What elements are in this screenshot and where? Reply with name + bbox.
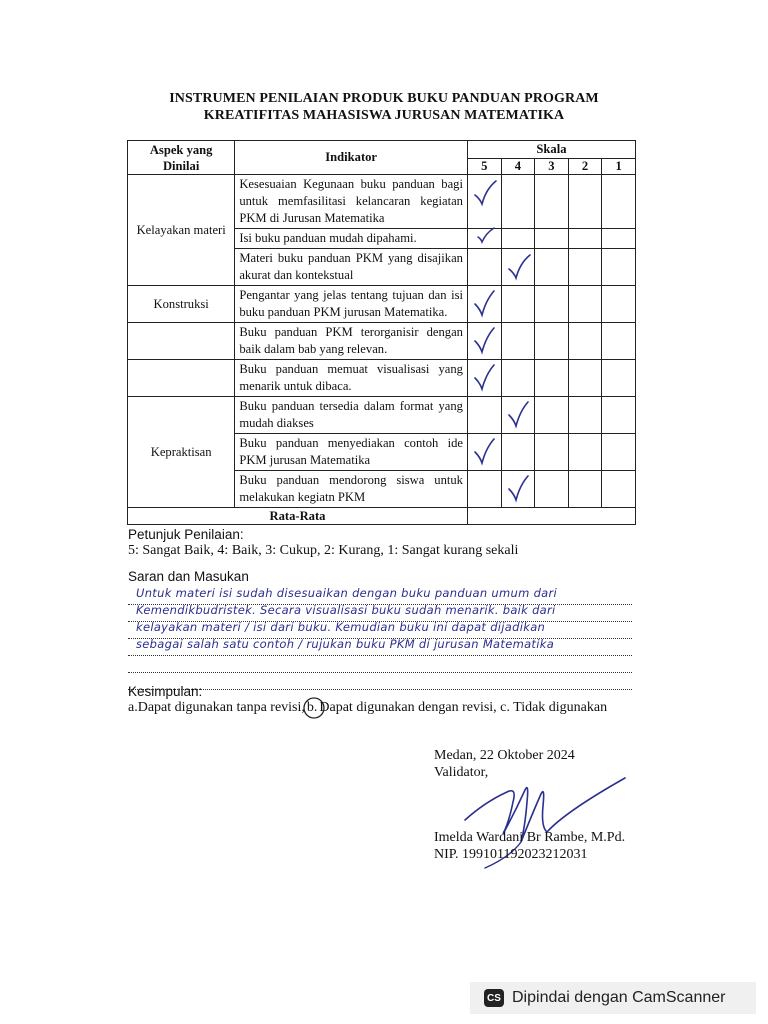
score-cell xyxy=(467,434,501,471)
scale-2: 2 xyxy=(568,159,602,175)
checkmark-icon xyxy=(472,225,498,245)
indicator-row-7: Buku panduan tersedia dalam format yang mudah diakses xyxy=(235,397,468,434)
indicator-row-9: Buku panduan mendorong siswa untuk melakukan kegiatn PKM xyxy=(235,471,468,508)
indicator-row-3: Materi buku panduan PKM yang disajikan akurat dan kontekstual xyxy=(235,249,468,286)
validator-role: Validator, xyxy=(434,765,489,780)
scale-1: 1 xyxy=(602,159,636,175)
validator-nip: NIP. 199101192023212031 xyxy=(434,847,588,862)
score-cell xyxy=(467,229,501,249)
aspect-konstruksi: Konstruksi xyxy=(128,286,235,323)
kesimpulan-options xyxy=(128,700,607,716)
document-title-line-1: INSTRUMEN PENILAIAN PRODUK BUKU PANDUAN PROGRAM xyxy=(169,91,599,106)
option-a: a.Dapat digunakan tanpa revisi, xyxy=(128,700,305,715)
scale-3: 3 xyxy=(535,159,569,175)
camscanner-watermark xyxy=(470,982,756,1014)
checkmark-icon xyxy=(472,362,498,392)
score-cell xyxy=(501,471,535,508)
score-cell xyxy=(501,249,535,286)
checkmark-icon xyxy=(472,288,498,318)
circle-mark-icon xyxy=(302,696,326,720)
checkmark-icon xyxy=(472,436,498,466)
average-label: Rata-Rata xyxy=(128,508,468,525)
indicator-row-1: Kesesuaian Kegunaan buku panduan bagi untuk memfasilitasi kelancaran kegiatan PKM di Jurusan Matematika xyxy=(235,175,468,229)
scale-5: 5 xyxy=(467,159,501,175)
handwritten-line-2: Kemendikbudristek. Secara visualisasi buku sudah menarik. baik dari xyxy=(136,603,556,617)
checkmark-icon xyxy=(506,473,532,503)
handwritten-line-3: kelayakan materi / isi dari buku. Kemudian buku ini dapat dijadikan xyxy=(136,620,546,634)
indicator-row-5: Buku panduan PKM terorganisir dengan baik dalam bab yang relevan. xyxy=(235,323,468,360)
indicator-row-2: Isi buku panduan mudah dipahami. xyxy=(235,229,468,249)
camscanner-text: Dipindai dengan CamScanner xyxy=(512,989,726,1006)
place-date: Medan, 22 Oktober 2024 xyxy=(434,748,575,763)
checkmark-icon xyxy=(506,399,532,429)
indicator-row-4: Pengantar yang jelas tentang tujuan dan isi buku panduan PKM jurusan Matematika. xyxy=(235,286,468,323)
average-value xyxy=(467,508,635,525)
checkmark-icon xyxy=(472,325,498,355)
handwritten-line-4: sebagai salah satu contoh / rujukan buku PKM di jurusan Matematika xyxy=(136,637,555,651)
scale-4: 4 xyxy=(501,159,535,175)
petunjuk-title: Petunjuk Penilaian: xyxy=(128,527,244,542)
dotted-line xyxy=(128,671,632,690)
checkmark-icon xyxy=(472,177,498,207)
indicator-row-8: Buku panduan menyediakan contoh ide PKM jurusan Matematika xyxy=(235,434,468,471)
score-cell xyxy=(467,323,501,360)
petunjuk-scale: 5: Sangat Baik, 4: Baik, 3: Cukup, 2: Kurang, 1: Sangat kurang sekali xyxy=(128,543,519,558)
checkmark-icon xyxy=(506,251,532,281)
score-cell xyxy=(467,175,501,229)
indicator-row-6: Buku panduan memuat visualisasi yang menarik untuk dibaca. xyxy=(235,360,468,397)
saran-title: Saran dan Masukan xyxy=(128,569,249,584)
score-cell xyxy=(467,286,501,323)
header-indikator: Indikator xyxy=(235,141,468,175)
score-cell xyxy=(467,360,501,397)
validator-name: Imelda Wardani Br Rambe, M.Pd. xyxy=(434,830,626,845)
aspect-kelayakan: Kelayakan materi xyxy=(128,175,235,286)
header-aspek: Aspek yang Dinilai xyxy=(128,141,235,175)
assessment-table xyxy=(127,140,636,525)
document-title-line-2: KREATIFITAS MAHASISWA JURUSAN MATEMATIKA xyxy=(203,108,565,123)
handwritten-line-1: Untuk materi isi sudah disesuaikan dengan buku panduan umum dari xyxy=(136,586,558,600)
header-skala: Skala xyxy=(467,141,635,159)
kesimpulan-title: Kesimpulan: xyxy=(128,684,203,699)
aspect-kepraktisan: Kepraktisan xyxy=(128,397,235,508)
option-b-circled: b. xyxy=(305,700,320,716)
score-cell xyxy=(501,397,535,434)
option-b-text: Dapat digunakan dengan revisi, c. Tidak digunakan xyxy=(319,700,608,715)
camscanner-logo-icon: CS xyxy=(484,989,504,1007)
